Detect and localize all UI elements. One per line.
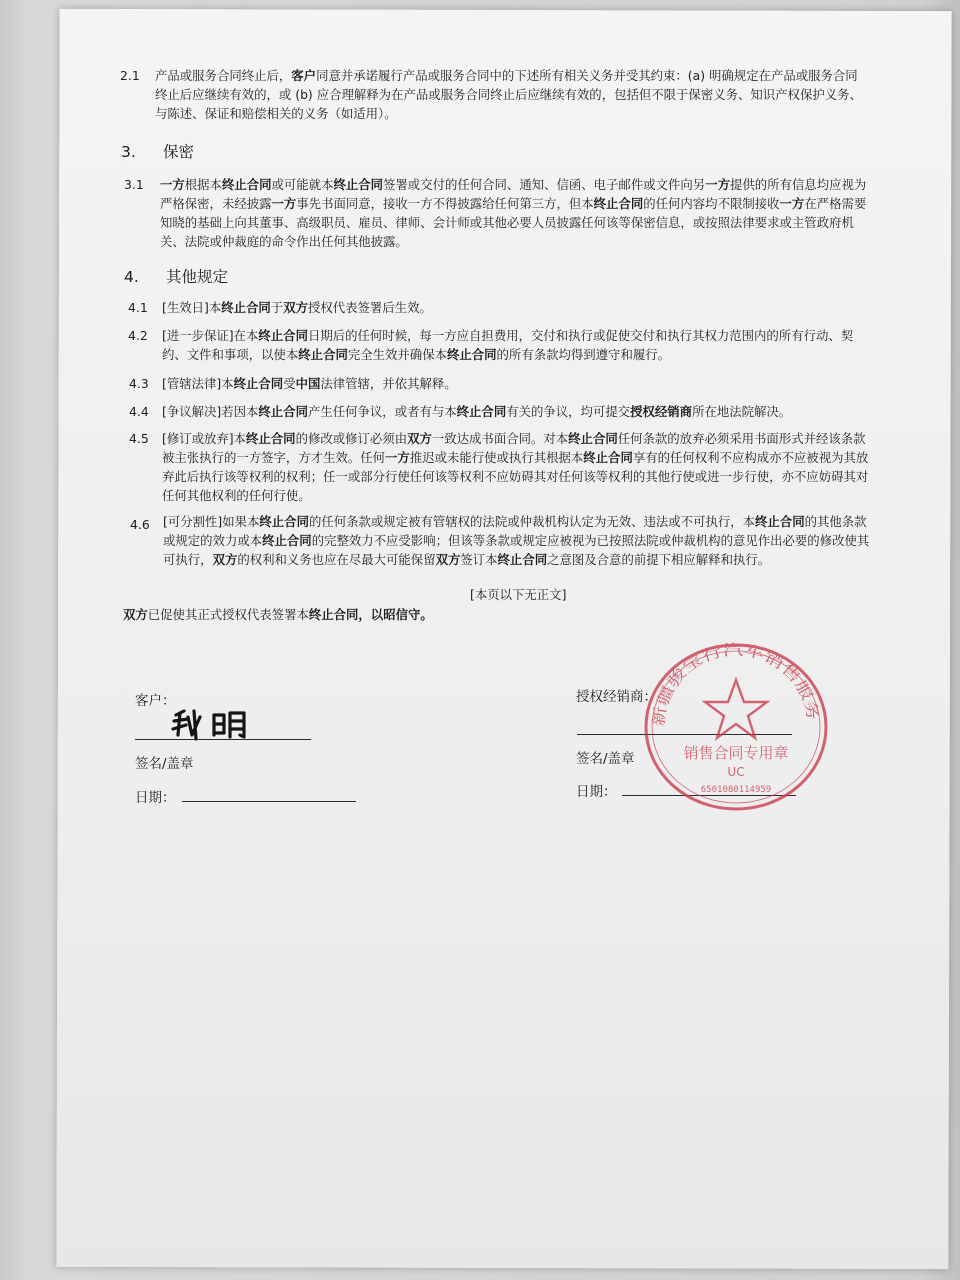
clause-number: 4.5 xyxy=(129,431,149,446)
section-heading-other-provisions: 4. 其他规定 xyxy=(124,268,229,286)
clause-4-6: [可分割性]如果本终止合同的任何条款或规定被有管辖权的法院或仲裁机构认定为无效、违法或不可执行，本终止合同的其他条款 或规定的效力或本终止合同的完整效力不应受影响；但该等条款或规定应被视为已按照法院或仲裁机构的意见作出必要的修改使其 可执行，双方的权利和义务也应在尽最大可能保留双方签订本终止合同之意图及合意的前提下相应解释和执行。 xyxy=(163,514,870,567)
dealer-date-label: 日期： xyxy=(576,784,617,800)
dealer-sign-label: 签名/盖章 xyxy=(576,751,635,767)
clause-number: 4.2 xyxy=(128,328,148,343)
closing-statement: 双方已促使其正式授权代表签署本终止合同，以昭信守。 xyxy=(123,607,433,622)
customer-date-label: 日期： xyxy=(135,790,176,806)
clause-4-2: [进一步保证]在本终止合同日期后的任何时候，每一方应自担费用，交付和执行或促使交付和执行其权力范围内的所有行动、契 约、文件和事项，以使本终止合同完全生效并确保本终止合同的所有条款均得到遵守和履行。 xyxy=(162,328,854,362)
seal-code: UC xyxy=(727,765,745,779)
section-heading-confidentiality: 3. 保密 xyxy=(121,143,195,161)
customer-label: 客户： xyxy=(135,693,176,709)
clause-4-4: [争议解决]若因本终止合同产生任何争议，或者有与本终止合同有关的争议，均可提交授权经销商所在地法院解决。 xyxy=(162,404,792,419)
clause-number: 4.4 xyxy=(129,404,149,419)
clause-2-1: 产品或服务合同终止后，客户同意并承诺履行产品或服务合同中的下述所有相关义务并受其约束：(a) 明确规定在产品或服务合同 终止后应继续有效的，或 (b) 应合理解释为在产品或服务合同终止后应继续有效的，包括但不限于保密义务、知识产权保护义务、 与陈述、保证和赔偿相关的义务（如适用）。 xyxy=(155,68,862,121)
company-seal xyxy=(626,618,836,807)
clause-4-3: [管辖法律]本终止合同受中国法律管辖，并依其解释。 xyxy=(162,376,457,391)
clause-number: 4.1 xyxy=(128,300,148,315)
clause-number: 4.3 xyxy=(129,376,149,391)
clause-4-1: [生效日]本终止合同于双方授权代表签署后生效。 xyxy=(162,300,432,315)
end-of-text-note: [本页以下无正文] xyxy=(470,587,567,602)
seal-number: 6501080114959 xyxy=(700,785,772,795)
clause-number: 2.1 xyxy=(120,68,140,83)
seal-text: 新疆骏宝行汽车销售服务有限公司 xyxy=(626,618,822,728)
clause-number: 4.6 xyxy=(130,517,150,532)
clause-4-5: [修订或放弃]本终止合同的修改或修订必须由双方一致达成书面合同。对本终止合同任何条款的放弃必须采用书面形式并经该条款 被主张执行的一方签字，方才生效。任何一方推迟或未能行使或执行其根据本终止合同享有的任何权利不应构成亦不应被视为其放 弃此后执行该等权利的权利；任一或部分行使任何该等权利不应妨碍其对任何该等权利的其他行使或进一步行使，亦不应妨碍其对 任何其他权利的任何行使。 xyxy=(162,431,869,503)
clause-number: 3.1 xyxy=(124,177,144,192)
seal-subtitle: 销售合同专用章 xyxy=(683,744,789,762)
customer-signature-line xyxy=(135,739,311,740)
dealer-label: 授权经销商： xyxy=(576,689,657,705)
customer-date-line xyxy=(182,801,356,802)
customer-signature xyxy=(170,705,260,750)
customer-sign-label: 签名/盖章 xyxy=(135,756,194,772)
clause-3-1: 一方根据本终止合同或可能就本终止合同签署或交付的任何合同、通知、信函、电子邮件或文件向另一方提供的所有信息均应视为 严格保密，未经披露一方事先书面同意，接收一方不得披露给任何第三方，但本终止合同的任何内容均不限制接收一方在严格需要 知晓的基础上向其董事、高级职员、雇员、律师、会计师或其他必要人员披露任何该等保密信息，或按照法律要求或主管政府机 关、法院或仲裁庭的命令作出任何其他披露。 xyxy=(160,177,867,249)
seal-star-icon xyxy=(705,680,767,738)
